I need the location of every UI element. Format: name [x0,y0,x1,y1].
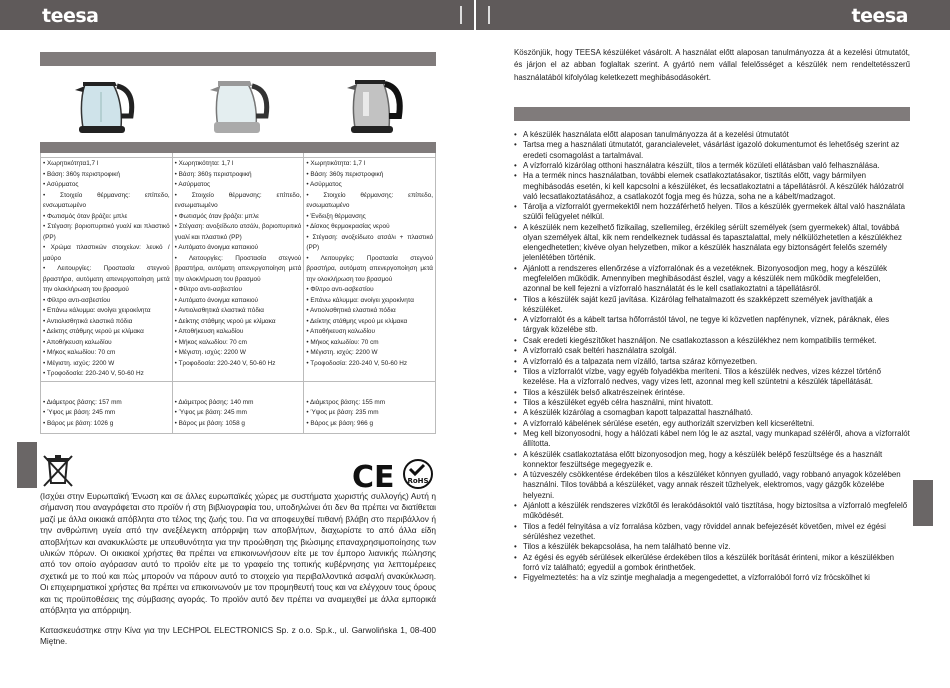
spec-table [40,142,436,434]
spec-feature: • Μέγιστη. ισχύς: 2200 W [306,348,433,359]
list-item: • A készülék használata előtt alaposan tanulmányozza át a kezelési útmutatót [514,130,910,140]
list-item: • Tilos a készülék belső alkatrészeinek érintése. [514,388,910,398]
list-item: • Tilos a készülék saját kezű javítása. Kizárólag felhatalmazott és szakképzett személyek javíthatják a készüléket. [514,295,910,315]
spec-dimension: • Ύψος με βάση: 235 mm [306,408,433,419]
spec-feature: • Χρώμα πλαστικών στοιχείων: λευκό / μαύρο [43,243,170,264]
spec-feature: • Φωτισμός όταν βράζει: μπλε [43,212,170,223]
spec-feature: • Φίλτρο αντι-ασβεστίου [43,296,170,307]
list-item: • A vízforraló és a talpazata nem vízálló, tartsa száraz környezetben. [514,357,910,367]
rohs-text: RoHS [407,477,429,485]
spec-feature: • Ασύρματος [175,180,302,191]
list-item: • Meg kell bizonyosodni, hogy a hálózati kábel nem lóg le az asztal, vagy munkapad széléről, ahova a vízforralót állította. [514,429,910,449]
spec-feature: • Στέγαση: βοριοπυριτικό γυαλί και πλαστικό (PP) [43,222,170,243]
spec-feature: • Τροφοδοσία: 220-240 V, 50-60 Hz [175,359,302,370]
list-item: • Az égési és egyéb sérülések elkerülése érdekében tilos a készülék borítását érinteni, mikor a készülékben forró víz található; egyedül a gombok érinthetőek. [514,553,910,573]
section-bar [514,107,910,121]
spec-features-cell [304,158,436,382]
ce-mark-text: CE [352,460,395,490]
spec-dimension: • Διάμετρος βάσης: 140 mm [175,398,302,409]
spec-feature: • Ένδειξη θέρμανσης [306,212,433,223]
spec-feature: • Δείκτης στάθμης νερού με κλίμακα [43,327,170,338]
list-item: • Tilos a készülék bekapcsolása, ha nem található benne víz. [514,542,910,552]
spec-dimensions-cell [172,381,304,434]
spec-dimensions-cell [41,381,173,434]
spec-feature: • Βάση: 360ş περιστροφική [175,170,302,181]
list-item: • Csak eredeti kiegészítőket használjon. Ne csatlakoztasson a készülékhez nem kompatibilis terméket. [514,336,910,346]
manufacturer-notice: Κατασκευάστηκε στην Κίνα για την LECHPOL ELECTRONICS Sp. z o.o. Sp.k., ul. Garwolińska 1, 08-400 Miętne. [40,625,436,647]
spec-feature: • Αποθήκευση καλωδίου [175,327,302,338]
spec-feature: • Στοιχείο θέρμανσης: επίπεδο, ενσωματωμένο [175,191,302,212]
spec-dimension: • Διάμετρος βάσης: 155 mm [306,398,433,409]
list-item: • Ajánlott a készülék rendszeres vízkőtől és lerakódásoktól való tisztítása, hogy biztosítsa a vízforraló megfelelő működését. [514,501,910,521]
list-item: • Tartsa meg a használati útmutatót, garancialevelet, vásárlást igazoló dokumentumot és lehetőség szerint az eredeti csomagolást a tartalmával. [514,140,910,160]
spec-dimension: • Ύψος με βάση: 245 mm [175,408,302,419]
spec-feature: • Βάση: 360ş περιστροφική [306,170,433,181]
spec-feature: • Δείκτης στάθμης νερού με κλίμακα [175,317,302,328]
spec-feature: • Φωτισμός όταν βράζει: μπλε [175,212,302,223]
spec-features-row [41,158,436,382]
list-item: • A készülék csatlakoztatása előtt bizonyosodjon meg, hogy a készülék belépő feszültsége és a használt konnektor feszültsége megegyezik e. [514,450,910,470]
spec-feature: • Φίλτρο αντι-ασβεστίου [175,285,302,296]
spec-feature: • Μέγιστη. ισχύς: 2200 W [175,348,302,359]
spec-feature: • Ασύρματος [43,180,170,191]
spec-dimension: • Βάρος με βάση: 1058 g [175,419,302,430]
spec-feature: • Ασύρματος [306,180,433,191]
spec-dimension: • Διάμετρος βάσης: 157 mm [43,398,170,409]
spec-feature: • Τροφοδοσία: 220-240 V, 50-60 Hz [306,359,433,370]
spec-feature: • Χωρητικότητα: 1,7 l [306,159,433,170]
spec-feature: • Τροφοδοσία: 220-240 V, 50-60 Hz [43,369,170,380]
spec-dimension: • Βάρος με βάση: 966 g [306,419,433,430]
spec-feature: • Μήκος καλωδίου: 70 cm [175,338,302,349]
kettle-glass-black-image [55,72,155,138]
header-bar-left [0,0,474,30]
spec-feature: • Χωρητικότητα1,7 l [43,159,170,170]
list-item: • Tilos a fedél felnyitása a víz forralása közben, vagy röviddel annak befejezését követően, mivel ez égési sérüléshez vezethet. [514,522,910,542]
spec-feature: • Αποθήκευση καλωδίου [43,338,170,349]
page-side-tab [913,480,933,526]
spec-feature: • Στοιχείο θέρμανσης: επίπεδο, ενσωματωμένο [43,191,170,212]
intro-paragraph: Köszönjük, hogy TEESA készüléket vásárolt. A használat előtt alaposan tanulmányozza át a kezelési útmutatót, és járjon el az abban foglaltak szerint. A gyártó nem vállal felelősséget a készülék nem rendeltetésszerű használatából kifolyólag keletkezett meghibásodásokért. [514,48,910,82]
spec-dimension: • Ύψος με βάση: 245 mm [43,408,170,419]
spec-feature: • Επάνω κάλυμμα: ανοίγει χειροκίνητα [43,306,170,317]
list-item: • A vízforraló csak beltéri használatra szolgál. [514,346,910,356]
header-bar-right [476,0,950,30]
brand-logo: teesa [42,5,99,27]
spec-feature: • Λειτουργίες: Προστασία στεγνού βραστήρα, αυτόματη απενεργοποίηση μετά την ολοκλήρωση του βρασμού [306,254,433,286]
kettle-glass-steel-image [190,72,290,138]
spec-feature: • Μήκος καλωδίου: 70 cm [43,348,170,359]
list-item: • Figyelmeztetés: ha a víz szintje meghaladja a megengedettet, a vízforralóból forró víz fröcskölhet ki [514,573,910,583]
spec-feature: • Αποθήκευση καλωδίου [306,327,433,338]
list-item: • Tárolja a vízforralót gyermekektől nem hozzáférhető helyen. Tilos a készülék gyermekek által való használata szülői felügyelet nélkül. [514,202,910,222]
spec-feature: • Αυτόματο άνοιγμα καπακιού [175,296,302,307]
spec-feature: • Στοιχείο θέρμανσης: επίπεδο, ενσωματωμένο [306,191,433,212]
spec-feature: • Επάνω κάλυμμα: ανοίγει χειροκίνητα [306,296,433,307]
spec-feature: • Στέγαση: ανοξείδωτο ατσάλι + πλαστικό (PP) [306,233,433,254]
spec-features-cell [41,158,173,382]
list-item: • Ha a termék nincs használatban, további elemek csatlakoztatásakor, tisztítás előtt, vagy bármilyen meghibásodás esetén, ki kell kapcsolni a készüléket, és lecsatlakoztatni a tápellátásról. A készülék hálózatról való lecsatlakoztatásához, a csatlakozót fogja meg és húzza, soha ne a kábelt/madzagot. [514,171,910,202]
list-item: • A vízforralót és a kábelt tartsa hőforrástól távol, ne tegye ki közvetlen napfénynek, víznek, páráknak, éles tárgyak közelébe stb. [514,315,910,335]
brand-logo: teesa [851,5,908,27]
disposal-notice: (Ισχύει στην Ευρωπαϊκή Ένωση και σε άλλες ευρωπαϊκές χώρες με συστήματα χωριστής συλλογής) Αυτή η σήμανση που αναγράφεται στο προϊόν ή στη βιβλιογραφία του, υποδηλώνει ότι δεν θα πρέπει να διατίθεται μαζί με άλλα οικιακά απόβλητα στο τέλος της ζωής του. Για να αποφευχθεί πιθανή βλάβη στο περιβάλλον ή την ανθρώπινη υγεία από την ανεξέλεγκτη απόρριψη των αποβλήτων, διαχωρίστε το από άλλα είδη αποβλήτων και ανακυκλώστε με υπευθυνότητα για την προώθηση της βιώσιμης επαναχρησιμοποίησης των υλικών πόρων. Οι οικιακοί χρήστες θα πρέπει να επικοινωνήσουν είτε με τον έμπορο λιανικής πώλησης από τον οποίο αγόρασαν αυτό το προϊόν είτε με το γραφείο της τοπικής κυβέρνησης για λεπτομέρειες σχετικά με το πού και πώς μπορούν να πάρουν αυτό το στοιχείο για περιβαλλοντικά ασφαλή ανακύκλωση. Οι επιχειρηματικοί χρήστες θα πρέπει να επικοινωνούν με τον προμηθευτή τους και να ελέγχουν τους όρους και τις προϋποθέσεις της σύμβασης αγοράς. Το προϊόν αυτό δεν πρέπει να αναμειχθεί με άλλα εμπορικά απόβλητα για απόρριψη. [40,491,436,616]
spec-feature: • Δίσκος θερμοκρασίας νερού [306,222,433,233]
spec-dimension: • Βάρος με βάση: 1026 g [43,419,170,430]
spec-dimensions-row [41,381,436,434]
spec-column-header [172,143,304,153]
spec-column-header [304,143,436,153]
spec-feature: • Βάση: 360ş περιστροφική [43,170,170,181]
spec-feature: • Αντιολισθητικά ελαστικά πόδια [306,306,433,317]
spec-features-cell [172,158,304,382]
rohs-icon [402,458,434,490]
spec-feature: • Χωρητικότητα: 1,7 l [175,159,302,170]
spec-feature: • Μέγιστη. ισχύς: 2200 W [43,359,170,370]
page-side-tab [17,442,37,488]
spec-dimensions-cell [304,381,436,434]
list-item: • A készülék nem kezelhető fizikailag, szellemileg, érzékileg sérült személyek (sem gyermekek) által, továbbá olyan személyek által, kik nem rendelkeznek tudással és tapasztalattal, mely nélkülözhetetlen a készülékhez elengedhetetlen; kivéve olyan helyzetben, mikor a készülék használata egy biztonságért felelős személy jelenlétében történik. [514,223,910,264]
list-item: • A túzveszély csökkentése érdekében tilos a készüléket könnyen gyulladó, vagy robbanó anyagok közelében használni. Tilos továbbá a készüléket, vagy annak részeit tűzhelyek, elektromos, vagy gázgők közelébe helyezni. [514,470,910,501]
list-item: • A vízforraló kábelének sérülése esetén, egy authorizált szervizben kell kicseréltetni. [514,419,910,429]
list-item: • Tilos a vízforralót vízbe, vagy egyéb folyadékba meríteni. Tilos a készülék nedves, vizes kézzel történő kezelése. Ha a vízforraló nedves, vagy vizes lett, azonnal meg kell szüntetni a készülék tápellátását. [514,367,910,387]
spec-feature: • Μήκος καλωδίου: 70 cm [306,338,433,349]
spec-feature: • Αντιολισθητικά ελαστικά πόδια [43,317,170,328]
spec-feature: • Στέγαση: ανοξείδωτο ατσάλι, βοριοπυριτικό γυαλί και πλαστικό (PP) [175,222,302,243]
spec-table-header [41,143,436,153]
ce-mark-icon [352,460,396,490]
spec-feature: • Φίλτρο αντι-ασβεστίου [306,285,433,296]
list-item: • Tilos a készüléket egyéb célra használni, mint hivatott. [514,398,910,408]
section-bar [40,52,436,66]
spec-feature: • Δείκτης στάθμης νερού με κλίμακα [306,317,433,328]
kettle-steel-image [325,72,425,138]
spec-feature: • Αντιολισθητικά ελαστικά πόδια [175,306,302,317]
spec-feature: • Λειτουργίες: Προστασία στεγνού βραστήρα, αυτόματη απενεργοποίηση μετά την ολοκλήρωση του βρασμού [43,264,170,296]
spec-feature: • Αυτόματο άνοιγμα καπακιού [175,243,302,254]
list-item: • Ajánlott a rendszeres ellenőrzése a vízforralónak és a vezetéknek. Bizonyosodjon meg, hogy a készülék megfelelően működik. Amennyiben meghibásodást észlel, vagy a készülék nem működik megfelelően, azonnal be kell fejezni a vízforraló használatát és le kell csatlakoztatni a tápellátásról. [514,264,910,295]
safety-list [514,130,910,584]
spec-column-header [41,143,173,153]
spec-feature: • Λειτουργίες: Προστασία στεγνού βραστήρα, αυτόματη απενεργοποίηση μετά την ολοκλήρωση του βρασμού [175,254,302,286]
list-item: • A vízforraló kizárólag otthoni használatra készült, tilos a termék közületi ellátásban való felhasználása. [514,161,910,171]
list-item: • A készülék kizárólag a csomagban kapott talpazattal használható. [514,408,910,418]
weee-bin-icon [40,452,76,488]
